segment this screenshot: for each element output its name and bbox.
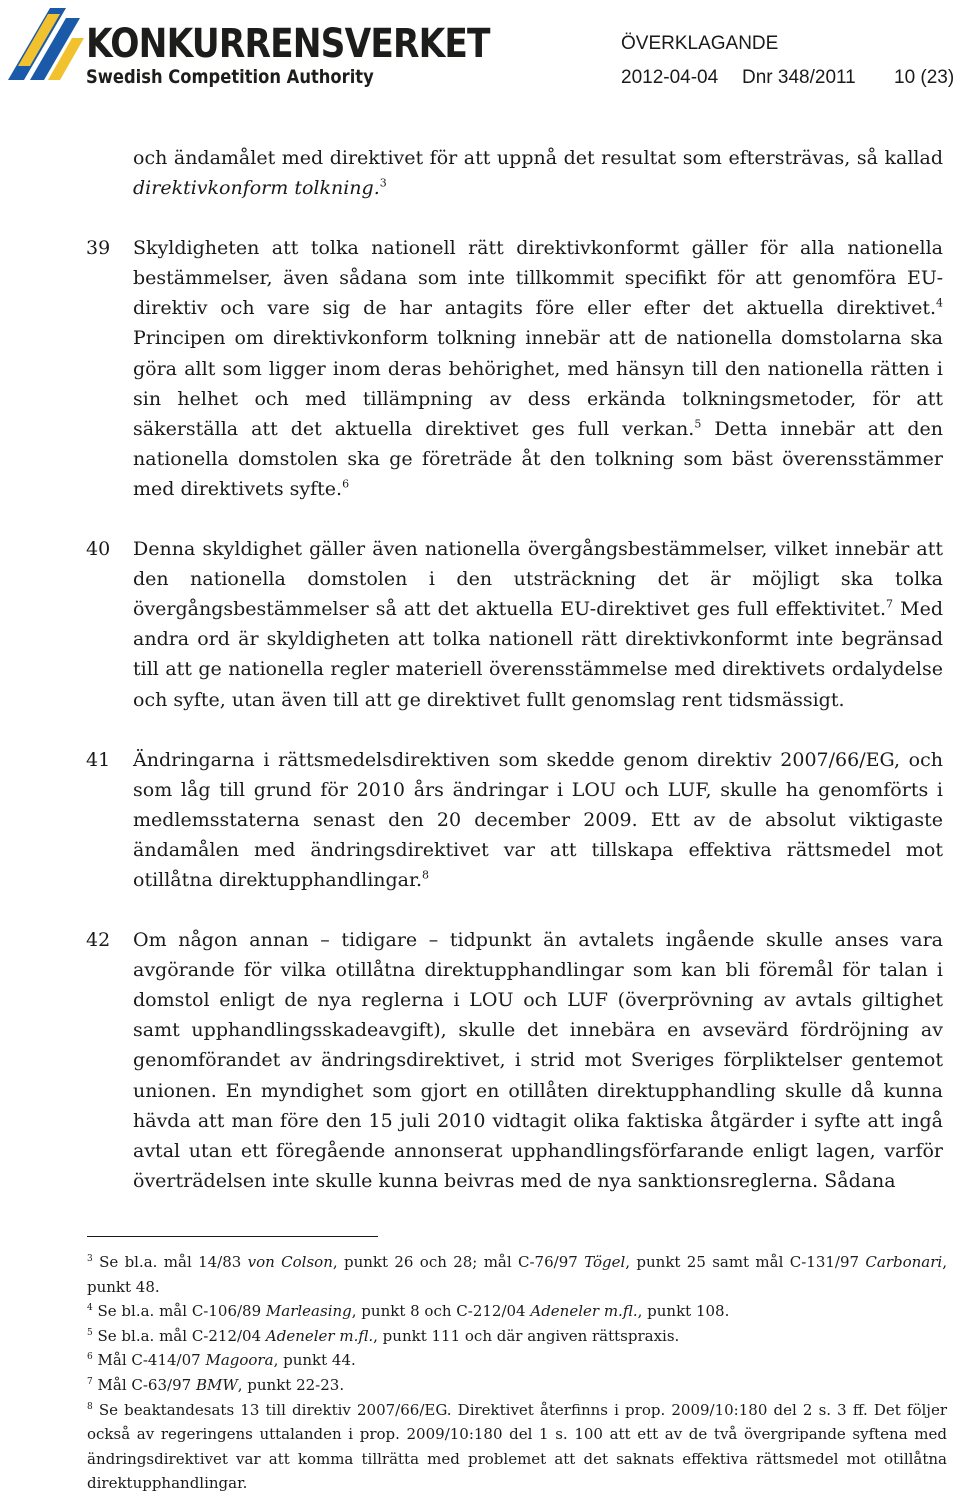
footnote-ref[interactable]: 6 [342,477,350,491]
paragraph-text: Denna skyldighet gäller även nationella övergångsbestämmelser, vilket innebär att den nationella domstolen i den utsträckning det är möjligt ska tolka övergångsbestämmelser så att det aktuella EU-direktivet ges full effektivitet.$^7$ Med andra ord är skyldigheten att tolka nationell rätt direktivkonformt inte begränsad till att ge nationella regler materiell överensstämmelse med direktivets ordalydelse och syfte, utan även till att ge direktivet fullt genomslag rent tidsmässigt. [133,538,943,711]
paragraph-text: Om någon annan – tidigare – tidpunkt än avtalets ingående skulle anses vara avgörande för vilka otillåtna direktupphandlingar som kan bli föremål för talan i domstol enligt de nya reglerna i LOU och LUF (överprövning av avtals giltighet samt upphandlingsskadeavgift), skulle det innebära en avsevärd fördröjning av genomförandet av ändringsdirektivet, i strid mot Sveriges förpliktelser gentemot unionen. En myndighet som gjort en otillåten direktupphandling skulle då kunna hävda att man före den 15 juli 2010 vidtagit olika faktiska åtgärder i syfte att ingå avtal utan ett föregående annonserat upphandlingsförfarande enligt lagen, varför överträdelsen inte skulle kunna beivras med de nya sanktionsreglerna. Sådana [133,929,943,1192]
paragraph-42 [0,925,960,1196]
paragraph-number: 42 [86,929,111,952]
footnote-3: $^3$ Se bl.a. mål 14/83 von Colson, punkt 26 och 28; mål C-76/97 Tögel, punkt 25 samt mål C-131/97 Carbonari, punkt 48. [87,1253,947,1296]
paragraph-text: Skyldigheten att tolka nationell rätt direktivkonformt gäller för alla nationella bestämmelser, även sådana som inte tillkommit specifikt för att genomföra EU-direktiv och vare sig de har antagits före eller efter det aktuella direktivet.$^4$ Principen om direktivkonform tolkning innebär att de nationella domstolarna ska göra allt som ligger inom deras behörighet, med hänsyn till den nationella rätten i sin helhet och med tillämpning av dess erkända tolkningsmetoder, för att säkerställa att det aktuella direktivet ges full verkan.$^5$ Detta innebär att den nationella domstolen ska ge företräde åt den tolkning som bäst överensstämmer med direktivets syfte.$^6$ [133,237,943,500]
footnote-5: $^5$ Se bl.a. mål C-212/04 Adeneler m.fl., punkt 111 och där angiven rättspraxis. [87,1326,680,1345]
footnotes [87,1250,947,1496]
footnote-divider [87,1236,378,1237]
paragraph-40 [0,534,960,715]
paragraph-number: 41 [86,748,111,771]
document-date: 2012-04-04 [621,67,719,88]
konkurrensverket-logo-icon [4,2,84,90]
footnote-ref[interactable]: 7 [886,597,894,611]
paragraph-39 [0,233,960,504]
footnote-7: $^7$ Mål C-63/97 BMW, punkt 22-23. [87,1375,345,1394]
paragraph-text: och ändamålet med direktivet för att uppnå det resultat som eftersträvas, så kallad direktivkonform tolkning.$^3$ [133,147,943,200]
logo-subtitle: Swedish Competition Authority [86,66,374,88]
footnote-6: $^6$ Mål C-414/07 Magoora, punkt 44. [87,1351,356,1370]
paragraph-number: 39 [86,237,111,260]
footnote-ref[interactable]: 5 [694,417,702,431]
document-dnr: Dnr 348/2011 [742,67,856,88]
paragraph-41 [0,745,960,895]
page-number: 10 (23) [894,67,955,88]
page-header [0,0,960,110]
footnote-ref[interactable]: 3 [379,176,387,190]
footnote-8: $^8$ Se beaktandesats 13 till direktiv 2007/66/EG. Direktivet återfinns i prop. 2009/10:180 del 2 s. 3 ff. Det följer också av regeringens uttalanden i prop. 2009/10:180 del 1 s. 100 att ett av de två övergripande syftena med ändringsdirektivet var att komma tillrätta med problemet att det saknats effektiva rättsmedel mot otillåtna direktupphandlingar. [87,1400,947,1493]
intro-paragraph [0,143,960,203]
paragraph-number: 40 [86,538,111,561]
paragraph-text: Ändringarna i rättsmedelsdirektiven som skedde genom direktiv 2007/66/EG, och som låg till grund för 2010 års ändringar i LOU och LUF, skulle ha genomförts i medlemsstaterna senast den 20 december 2009. Ett av de absolut viktigaste ändamålen med ändringsdirektivet var att tillskapa effektiva rättsmedel mot otillåtna direktupphandlingar.$^8$ [133,748,943,891]
document-body [0,143,960,1226]
document-type: ÖVERKLAGANDE [621,33,779,54]
footnote-ref[interactable]: 8 [422,868,430,882]
footnote-4: $^4$ Se bl.a. mål C-106/89 Marleasing, punkt 8 och C-212/04 Adeneler m.fl., punkt 108. [87,1302,730,1321]
footnote-ref[interactable]: 4 [936,297,943,311]
logo-name: KONKURRENSVERKET [86,21,490,67]
